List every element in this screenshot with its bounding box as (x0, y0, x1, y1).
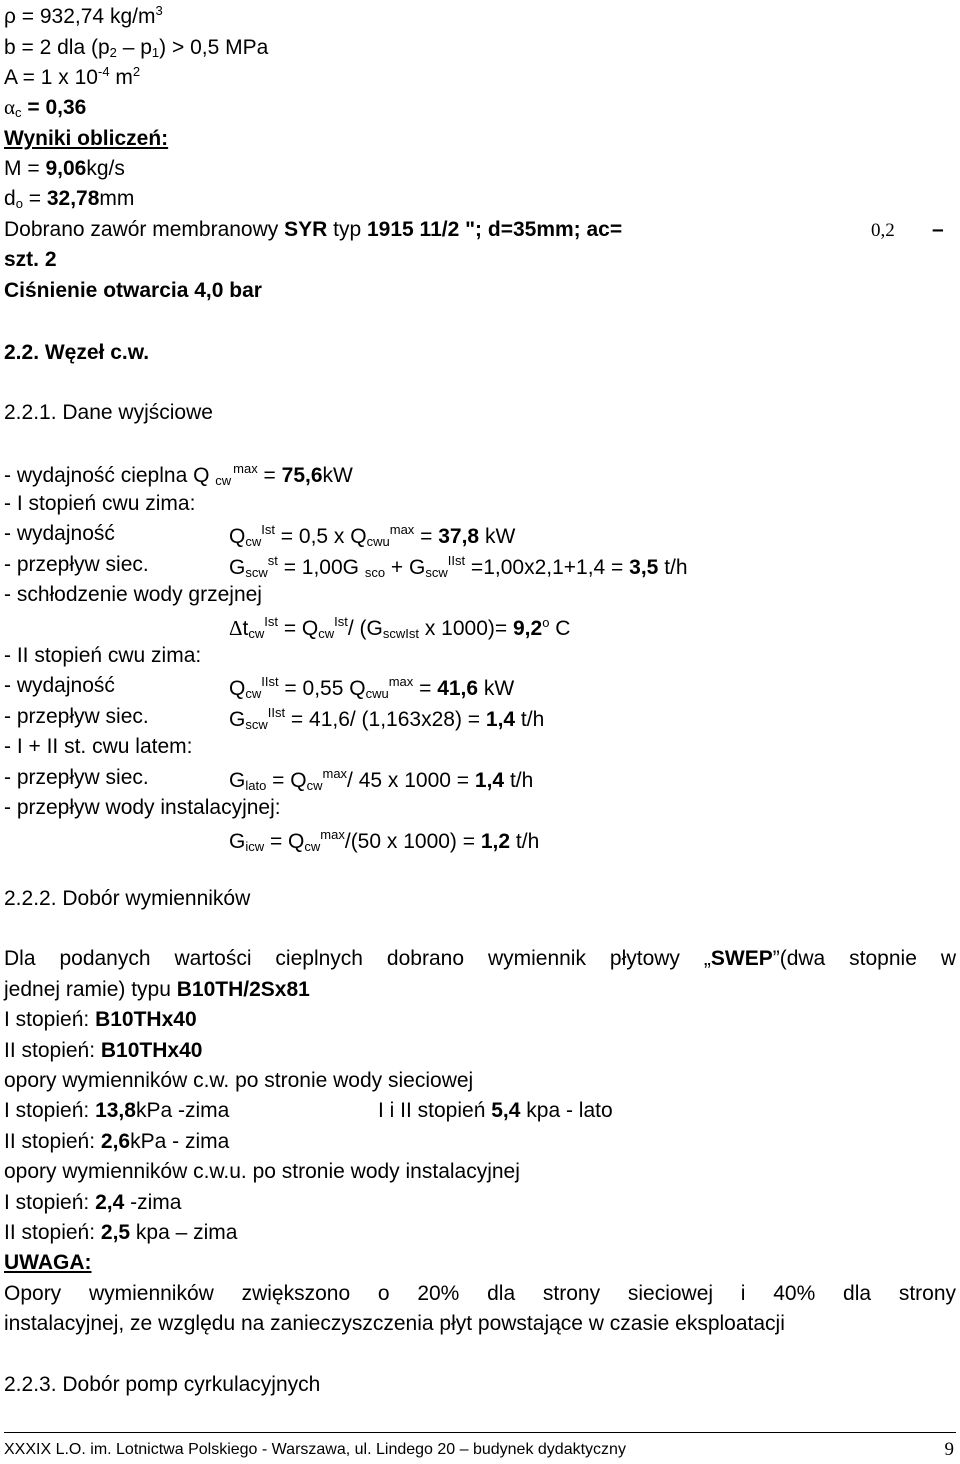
stage1-output-formula: $Q_{cw}Ist = 0,5$ x $Q_{cwu}\max = 37,8$ kW (229, 522, 516, 549)
result-quantity: szt. 2 (4, 248, 57, 271)
warning-text-line1: Opory wymienników zwiększono o 20% dla strony sieciowej i 40% dla strony (4, 1282, 956, 1305)
installation-flow-formula: $G_{icw} = Q_{cw}\max/(50$ x 1000) = 1,2 t/h (229, 827, 540, 854)
resistance-installation-stage1: I stopień: 2,4 -zima (4, 1191, 182, 1214)
section-2-2-2-title: 2.2.2. Dobór wymienników (4, 887, 251, 910)
param-alpha: $\alpha_c = 0,36$ (4, 95, 87, 120)
result-mass-flow: M = 9,06kg/s (4, 157, 125, 180)
cooling-heading: - schłodzenie wody grzejnej (4, 583, 262, 606)
results-heading: Wyniki obliczeń: (4, 127, 169, 150)
stage2-flow-formula: $G_{scw}IIst = 41,6/$ (1,163x28) = 1,4 t/h (229, 705, 545, 732)
section-2-2-title: 2.2. Węzeł c.w. (4, 341, 150, 364)
resistance-network-stage1: I stopień: 13,8kPa -zima (4, 1099, 230, 1122)
resistance-installation-heading: opory wymienników c.w.u. po stronie wody instalacyjnej (4, 1160, 520, 1183)
stage1-flow-formula: $G_{scw}st = 1,00G$ $_{sco} + G_{scw}IIst =1,00x2,1+1,4 = 3,5$ t/h (229, 553, 688, 580)
stage1-exchanger: I stopień: B10THx40 (4, 1008, 197, 1031)
installation-flow-heading: - przepływ wody instalacyjnej: (4, 796, 281, 819)
valve-ac-dash: – (932, 218, 944, 241)
section-2-2-3-title: 2.2.3. Dobór pomp cyrkulacyjnych (4, 1373, 321, 1396)
section-2-2-1-title: 2.2.1. Dane wyjściowe (4, 401, 213, 424)
footer-divider (4, 1432, 956, 1433)
footer-text: XXXIX L.O. im. Lotnictwa Polskiego - Warszawa, ul. Lindego 20 – budynek dydaktyczny (4, 1441, 626, 1458)
param-density: ρ = 932,74 $kg/m^3$ (4, 3, 163, 28)
summer-heading: - I + II st. cwu latem: (4, 735, 193, 758)
resistance-network-heading: opory wymienników c.w. po stronie wody sieciowej (4, 1069, 474, 1092)
result-valve: Dobrano zawór membranowy SYR typ 1915 11/2 "; d=35mm; ac= (4, 218, 623, 241)
exchanger-paragraph-line1: Dla podanych wartości cieplnych dobrano wymiennik płytowy „SWEP”(dwa stopnie w (4, 947, 956, 970)
param-b: b = 2 dla $(p_2 - p_1) > 0,5$ MPa (4, 36, 269, 60)
stage2-flow-label: - przepływ siec. (4, 705, 149, 728)
summer-flow-formula: $G_{lato} = Q_{cw}\max/$ 45 x 1000 = 1,4 t/h (229, 766, 534, 793)
stage2-winter-heading: - II stopień cwu zima: (4, 644, 202, 667)
stage1-winter-heading: - I stopień cwu zima: (4, 492, 196, 515)
result-opening-pressure: Ciśnienie otwarcia 4,0 bar (4, 279, 262, 302)
warning-heading: UWAGA: (4, 1251, 92, 1274)
resistance-installation-stage2: II stopień: 2,5 kpa – zima (4, 1221, 238, 1244)
resistance-network-summer: I i II stopień 5,4 kpa - lato (378, 1099, 613, 1122)
cooling-formula: $\Delta t_{cw}Ist = Q_{cw}Ist/$ ($G_{scwIst}$ x $1000)= 9,2^o$ C (229, 614, 571, 641)
heat-output-line: - wydajność cieplna Q $_{cw}$max = 75,6kW (4, 461, 353, 488)
stage2-output-label: - wydajność (4, 674, 115, 697)
exchanger-paragraph-line2: jednej ramie) typu B10TH/2Sx81 (4, 978, 310, 1001)
result-diameter: $d_o = 32,78mm$ (4, 187, 135, 211)
warning-text-line2: instalacyjnej, ze względu na zanieczyszczenia płyt powstające w czasie eksploatacji (4, 1312, 785, 1335)
stage2-exchanger: II stopień: B10THx40 (4, 1039, 203, 1062)
summer-flow-label: - przepływ siec. (4, 766, 149, 789)
stage1-output-label: - wydajność (4, 522, 115, 545)
stage2-output-formula: $Q_{cw}IIst = 0,55$ $Q_{cwu}\max = 41,6$ kW (229, 674, 515, 701)
page-number: 9 (944, 1439, 954, 1460)
stage1-flow-label: - przepływ siec. (4, 553, 149, 576)
param-area: A = 1 x $10^{-4}$ $m^2$ (4, 64, 141, 89)
valve-ac-value: 0,2 (871, 220, 895, 241)
resistance-network-stage2: II stopień: 2,6kPa - zima (4, 1130, 230, 1153)
